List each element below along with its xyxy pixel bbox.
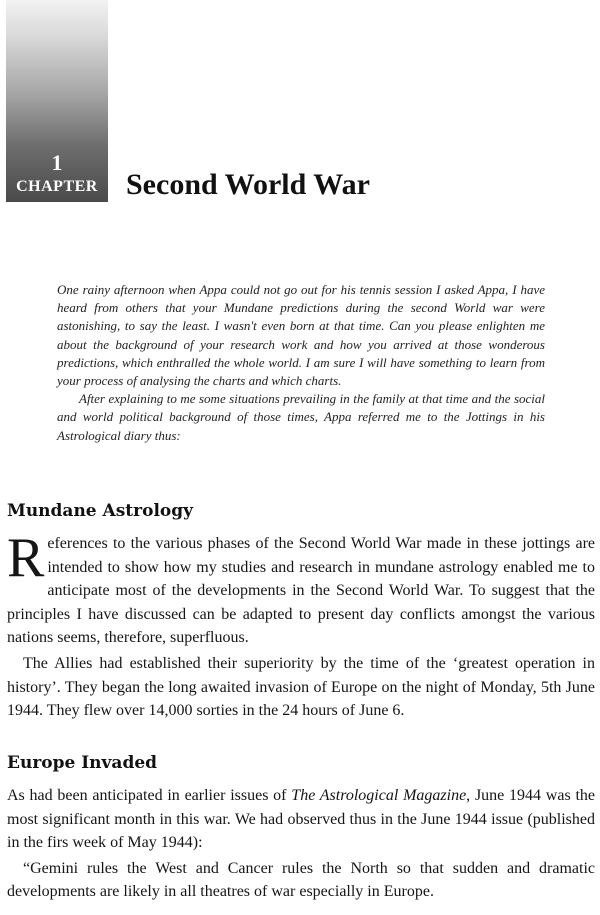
quoted-paragraph: “Gemini rules the West and Cancer rules the North so that sudden and dramatic developments are likely in all theatres of war especially in Europe. [7, 859, 595, 901]
body-paragraph: As had been anticipated in earlier issues of The Astrological Magazine, June 1944 was the most significant month in this war. We had observed thus in the June 1944 issue (published in the firs week of May 1944): [7, 787, 596, 852]
magazine-title: The Astrological Magazine [291, 787, 467, 804]
body-paragraph-text: eferences to the various phases of the Second World War made in these jottings are intended to show how my studies and research in mundane astrology enabled me to anticipate most of the developments in the Second World War. To suggest that the principles I have discussed can be adapted to present day conflicts amongst the various nations seems, therefore, superfluous. [7, 535, 595, 647]
chapter-label: CHAPTER [16, 178, 98, 195]
chapter-number: 1 [51, 150, 63, 175]
intro-block [57, 281, 545, 445]
chapter-title: Second World War [126, 168, 370, 201]
intro-paragraph: One rainy afternoon when Appa could not go out for his tennis session I asked Appa, I have heard from others that your Mundane predictions during the second World war were astonishing, to say the least. I wasn't even born at that time. Can you please enlighten me about the background of your research work and how you arrived at those wonderous predictions, which enthralled the whole world. I am sure I will have something to learn from your process of analysing the charts and which charts. [57, 282, 545, 389]
section-body-mundane-astrology [7, 527, 595, 723]
body-paragraph: The Allies had established their superiority by the time of the ‘greatest operation in history’. They began the long awaited invasion of Europe on the night of Monday, 5th June 1944. They flew over 14,000 sorties in the 24 hours of June 6. [7, 654, 595, 720]
section-body-europe-invaded [7, 784, 595, 904]
intro-paragraph: After explaining to me some situations prevailing in the family at that time and the social and world political background of those times, Appa referred me to the Jottings in his Astrological diary thus: [57, 391, 545, 443]
section-heading-mundane-astrology: Mundane Astrology [7, 501, 194, 521]
body-paragraph [7, 527, 595, 650]
chapter-tab [6, 0, 108, 202]
drop-cap: R [7, 527, 45, 589]
section-heading-europe-invaded: Europe Invaded [7, 753, 158, 773]
